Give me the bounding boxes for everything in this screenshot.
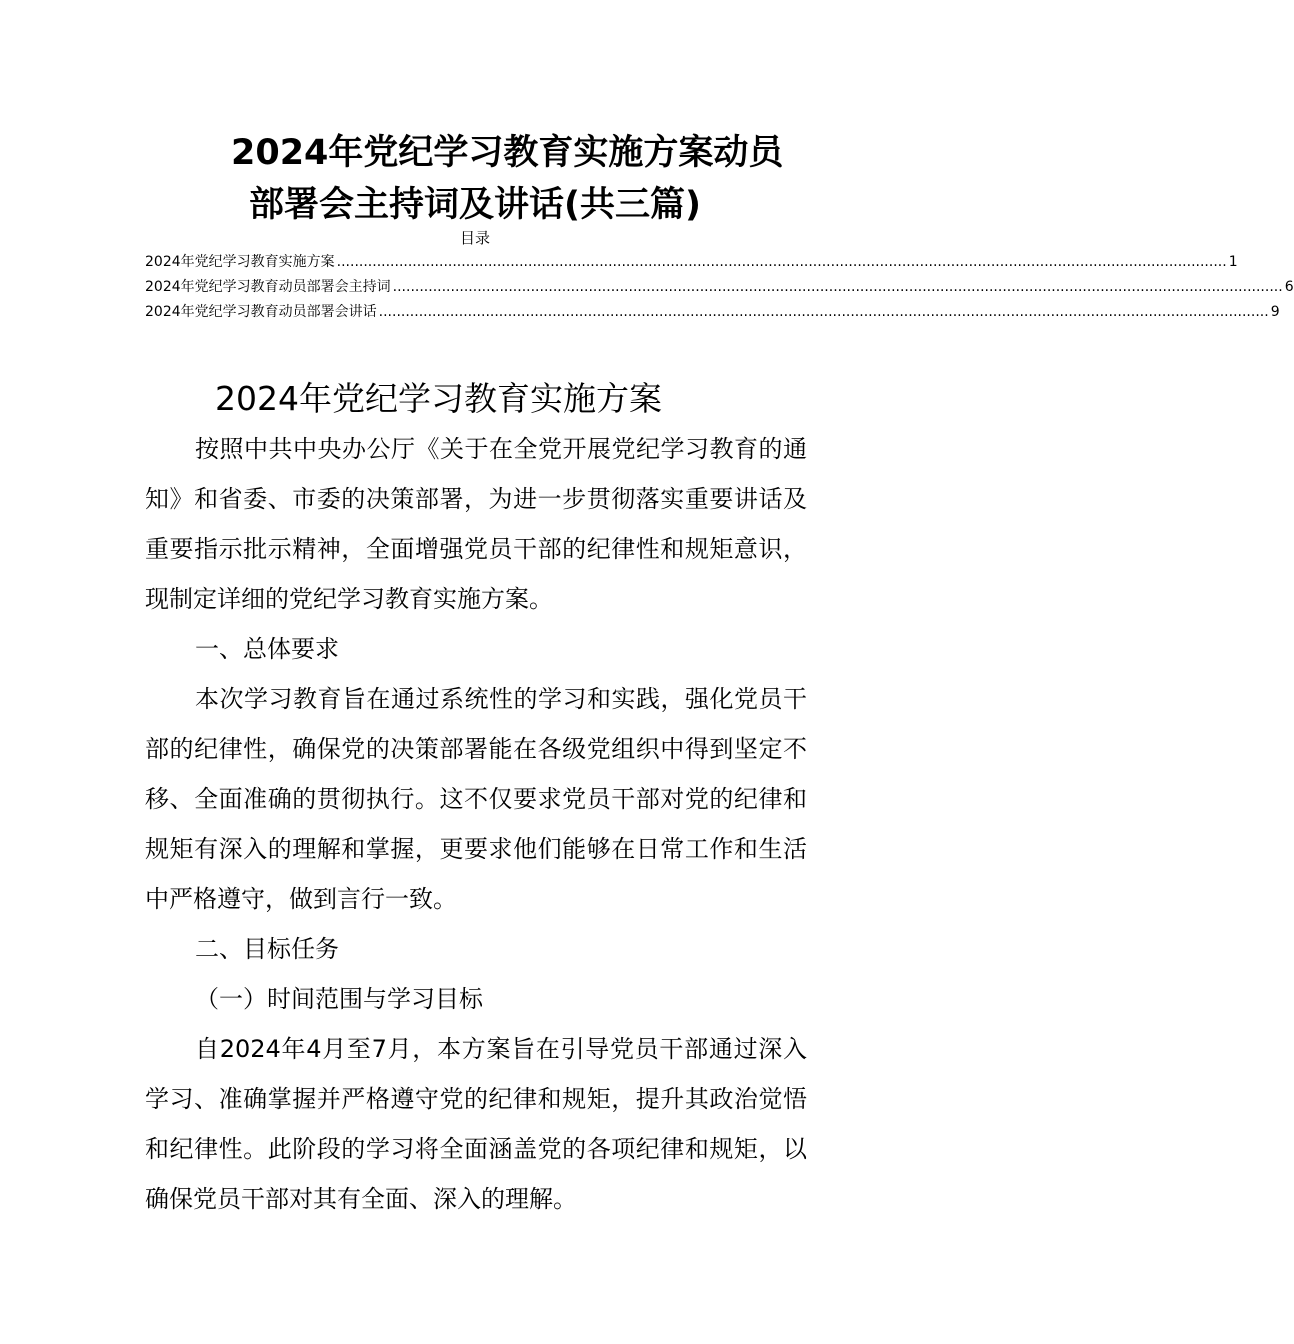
section-body: [145, 424, 807, 1224]
heading-overall-requirements: 一、总体要求: [195, 635, 339, 663]
toc-entry-page: 9: [1270, 304, 1280, 320]
toc-entry-label: 2024年党纪学习教育动员部署会讲话: [145, 304, 377, 320]
toc-leader-dots: ........................................................................................................................................................................................................: [336, 254, 1227, 270]
intro-paragraph: 按照中共中央办公厅《关于在全党开展党纪学习教育的通知》和省委、市委的决策部署，为进一步贯彻落实重要讲话及重要指示批示精神，全面增强党员干部的纪律性和规矩意识，现制定详细的党纪学习教育实施方案。: [145, 435, 807, 613]
subheading-time-scope: （一）时间范围与学习目标: [195, 985, 483, 1013]
toc-leader-dots: ........................................................................................................................................................................................................: [392, 279, 1283, 295]
paragraph-overall-requirements: 本次学习教育旨在通过系统性的学习和实践，强化党员干部的纪律性，确保党的决策部署能在各级党组织中得到坚定不移、全面准确的贯彻执行。这不仅要求党员干部对党的纪律和规矩有深入的理解和掌握，更要求他们能够在日常工作和生活中严格遵守，做到言行一致。: [145, 685, 807, 913]
table-of-contents: [145, 252, 1294, 327]
document-title-line2: 部署会主持词及讲话(共三篇): [249, 185, 701, 225]
paragraph-time-scope: 自2024年4月至7月，本方案旨在引导党员干部通过深入学习、准确掌握并严格遵守党的纪律和规矩，提升其政治觉悟和纪律性。此阶段的学习将全面涵盖党的各项纪律和规矩，以确保党员干部对其有全面、深入的理解。: [145, 1035, 807, 1213]
section-title: 2024年党纪学习教育实施方案: [215, 379, 662, 418]
toc-entry[interactable]: [145, 277, 1294, 302]
toc-leader-dots: ........................................................................................................................................................................................................: [378, 304, 1269, 320]
toc-entry-label: 2024年党纪学习教育实施方案: [145, 254, 335, 270]
toc-heading: 目录: [459, 229, 490, 247]
toc-entry-page: 1: [1228, 254, 1238, 270]
toc-entry[interactable]: [145, 252, 1238, 277]
document-title-line1: 2024年党纪学习教育实施方案动员: [231, 133, 784, 173]
toc-entry-page: 6: [1284, 279, 1294, 295]
heading-goals-tasks: 二、目标任务: [195, 935, 339, 963]
toc-entry-label: 2024年党纪学习教育动员部署会主持词: [145, 279, 391, 295]
toc-entry[interactable]: [145, 302, 1280, 327]
